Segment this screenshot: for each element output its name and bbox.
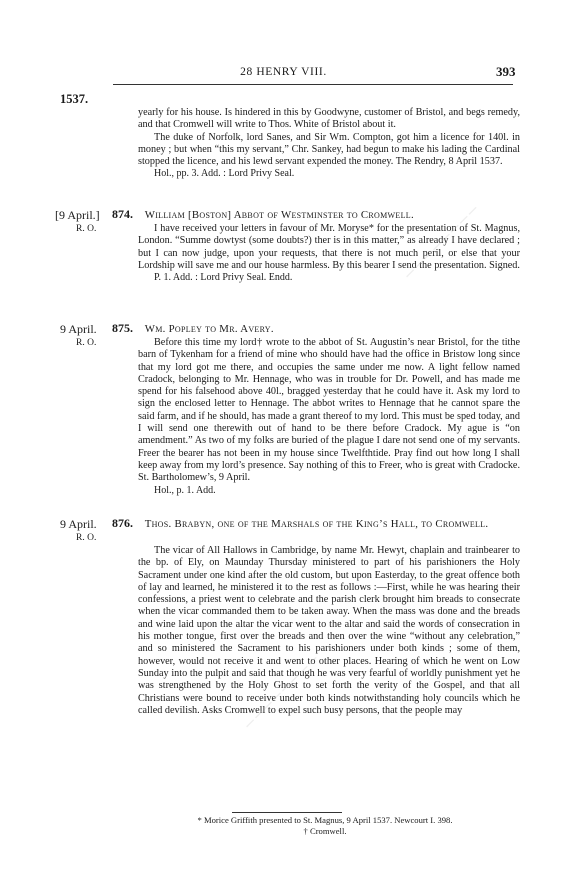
intro-block [138, 107, 520, 181]
year-label: 1537. [60, 92, 89, 106]
entry-874-body: I have received your letters in favour of Mr. Moryse* for the presentation of St. Magnus, London. “Summe dowtyst (some doubts?) ther is in this matter,” as already I have declared ; but I can now judge, upon your requests, that there is not much peril, or else that your Lordship will save me and our house harmless. By this bearer I send the presentation. Signed. [138, 223, 520, 271]
entry-875-source: R. O. [76, 338, 97, 348]
entry-875-date: 9 April. [60, 322, 97, 336]
entry-875-body-block [138, 337, 520, 497]
footnote-1: * Morice Griffith presented to St. Magnus, 9 April 1537. Newcourt I. 398. [197, 815, 453, 825]
page-number: 393 [496, 64, 516, 79]
entry-876-date: 9 April. [60, 517, 97, 531]
entry-875-heading [112, 322, 522, 336]
intro-paragraph-1: yearly for his house. Is hindered in this by Goodwyne, customer of Bristol, and begs remedy, and that Cromwell will write to Thos. White of Bristol about it. [138, 107, 520, 131]
intro-paragraph-2: The duke of Norfolk, lord Sanes, and Sir Wm. Compton, got him a licence for 140l. in money ; but when “this my servant,” Chr. Sankey, had begun to make his lading the Cardinal stopped the licence, and his lewd servant expended the money. The Rendry, 8 April 1537. [138, 131, 520, 168]
entry-876-title: Thos. Brabyn, one of the Marshals of the King’s Hall, to Cromwell. [144, 518, 489, 530]
header-rule [113, 84, 513, 85]
entry-875-number: 875. [112, 321, 133, 335]
entry-876-source: R. O. [76, 533, 97, 543]
footnote-rule [232, 812, 342, 813]
entry-876-heading [112, 517, 522, 531]
entry-874-title: William [Boston] Abbot of Westminster to Cromwell. [144, 209, 414, 221]
entry-875-meta: Hol., p. 1. Add. [154, 484, 216, 496]
footnote-2: † Cromwell. [303, 826, 347, 836]
intro-meta: Hol., pp. 3. Add. : Lord Privy Seal. [154, 168, 295, 180]
entry-874-source: R. O. [76, 224, 97, 234]
entry-874-date: [9 April.] [55, 208, 100, 222]
watermark-stripe: ──────── [400, 198, 485, 284]
entry-876-body-block [138, 545, 520, 717]
entry-875-title: Wm. Popley to Mr. Avery. [144, 323, 274, 335]
watermark-stripe: ──────── [240, 648, 325, 734]
entry-876-number: 876. [112, 516, 133, 530]
entry-874-number: 874. [112, 207, 133, 221]
entry-875-body: Before this time my lord† wrote to the abbot of St. Augustin’s near Bristol, for the tithe barn of Tykenham for a friend of mine who should have had the office in Bristow long since that my lord got me there, and occupies the same under me now. A light fellow named Cradock, belonging to Mr. Hennage, who was in trouble for Dr. Powell, and has made me spend for his falsehood above 40l., bragged yesterday that he could have it. Ask my lord to sign the enclosed letter to Hennage. The abbot writes to Hennage that he cannot spare the said farm, and if he should, has made a grant thereof to my lord. This must be sped today, and I will send one therewith out of hand to be there before Cradock. My ague is “on amendment.” As two of my folks are buried of the plague I dare not send one of my servants. Freer the bearer has not been in my house since Twelfthtide. Pray find out how long I shall keep away from my lord’s presence. Say nothing of this to Freer, who is great with Cradocke. St. Bartholomew’s, 9 April. [138, 337, 520, 484]
entry-874-meta: P. 1. Add. : Lord Privy Seal. Endd. [154, 272, 293, 284]
entry-876-body: The vicar of All Hallows in Cambridge, by name Mr. Hewyt, chaplain and trainbearer to the bp. of Ely, on Maunday Thursday ministered to part of his parishioners the Holy Sacrament under one kind after the old custom, but upon Easterday, to the great offence both of lay and learned, he ministered it to the rest as follows :—First, while he was hearing their confessions, a priest went to celebrate and the parish clerk brought him breads to consecrate when the vicar commanded them to be taken away. When the mass was done and the breads and wine laid upon the altar the vicar went to the altar and said the words of consecration in his mother tongue, first over the breads and then over the wine “without any celebration,” and so ministered the Sacrament to his parishioners under both kinds ; some of them, however, would not receive it and went to other places. Hearing of which he went on Low Sunday into the pulpit and said that though he was very fearful of worldly punishment yet he was strengthened by the Holy Ghost to set forth the verity of the Gospel, and that all Christians were bound to receive under both kinds notwithstanding holy councils which he called devilish. Asks Cromwell to expel such busy persons, that the people may [138, 545, 520, 716]
running-header: 28 HENRY VIII. [240, 66, 327, 78]
